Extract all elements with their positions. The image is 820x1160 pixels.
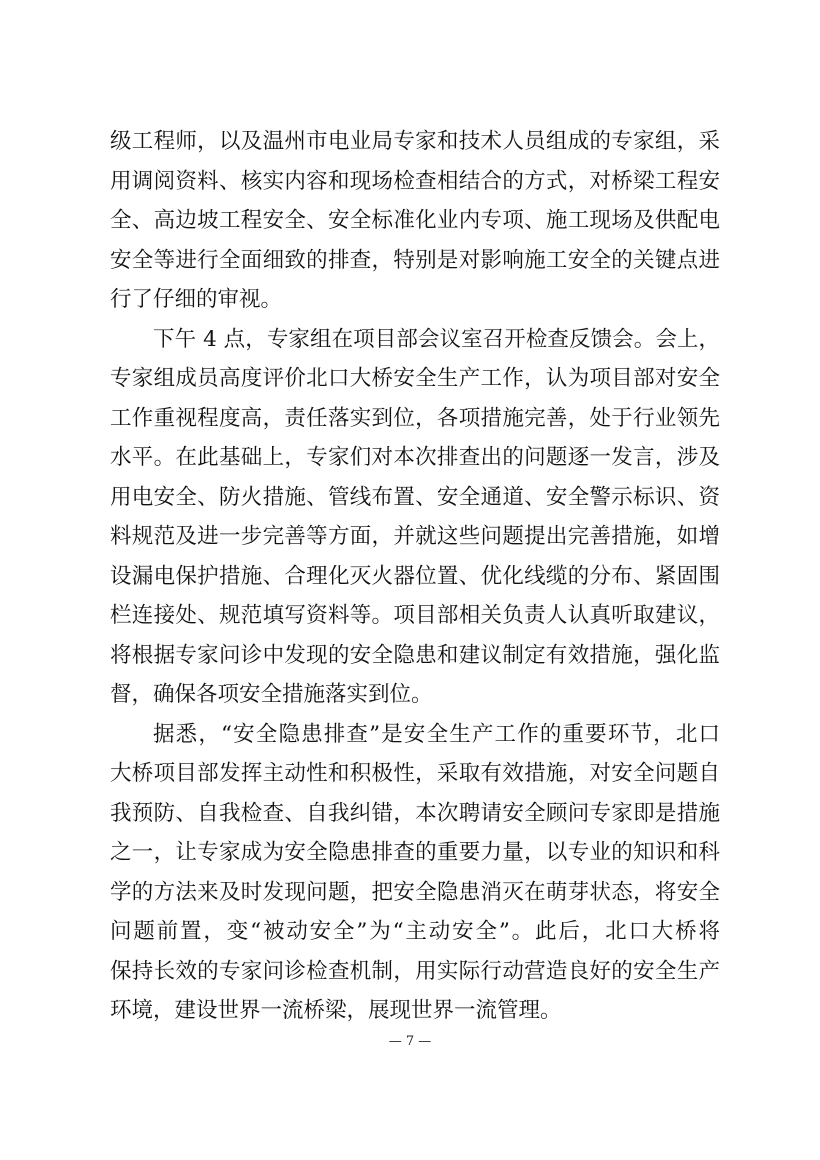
text-line: 据悉，“安全隐患排查”是安全生产工作的重要环节，北口 bbox=[153, 721, 720, 747]
text-line: 环境，建设世界一流桥梁，展现世界一流管理。 bbox=[110, 998, 562, 1023]
text-line: 安全等进行全面细致的排查，特别是对影响施工安全的关键点进 bbox=[110, 247, 720, 273]
text-line: 料规范及进一步完善等方面，并就这些问题提出完善措施，如增 bbox=[110, 524, 720, 549]
text-line: 督，确保各项安全措施落实到位。 bbox=[110, 682, 433, 707]
text-line: 下午 4 点，专家组在项目部会议室召开检查反馈会。会上， bbox=[153, 326, 720, 352]
text-line: 保持长效的专家问诊检查机制，用实际行动营造良好的安全生产 bbox=[110, 958, 720, 984]
text-line: 学的方法来及时发现问题，把安全隐患消灭在萌芽状态，将安全 bbox=[110, 879, 720, 905]
text-line: 级工程师，以及温州市电业局专家和技术人员组成的专家组，采 bbox=[110, 129, 720, 154]
text-line: 专家组成员高度评价北口大桥安全生产工作，认为项目部对安全 bbox=[110, 366, 720, 391]
text-line: 设漏电保护措施、合理化灭火器位置、优化线缆的分布、紧固围 bbox=[110, 563, 720, 589]
text-line: 大桥项目部发挥主动性和积极性，采取有效措施，对安全问题自 bbox=[110, 761, 720, 786]
text-line: 用电安全、防火措施、管线布置、安全通道、安全警示标识、资 bbox=[110, 484, 720, 510]
text-line: 全、高边坡工程安全、安全标准化业内专项、施工现场及供配电 bbox=[110, 208, 720, 233]
text-line: 我预防、自我检查、自我纠错，本次聘请安全顾问专家即是措施 bbox=[110, 800, 720, 826]
body-text bbox=[110, 122, 720, 1031]
text-line: 行了仔细的审视。 bbox=[110, 287, 283, 312]
text-line: 将根据专家问诊中发现的安全隐患和建议制定有效措施，强化监 bbox=[110, 642, 720, 668]
text-line: 栏连接处、规范填写资料等。项目部相关负责人认真听取建议， bbox=[110, 603, 720, 628]
text-line: 水平。在此基础上，专家们对本次排查出的问题逐一发言，涉及 bbox=[110, 445, 720, 470]
text-line: 问题前置，变“被动安全”为“主动安全”。此后，北口大桥将 bbox=[110, 919, 720, 944]
text-line: 之一，让专家成为安全隐患排查的重要力量，以专业的知识和科 bbox=[110, 840, 720, 865]
page-number: — 7 — bbox=[388, 1034, 432, 1049]
text-line: 工作重视程度高，责任落实到位，各项措施完善，处于行业领先 bbox=[110, 405, 720, 431]
text-line: 用调阅资料、核实内容和现场检查相结合的方式，对桥梁工程安 bbox=[110, 168, 720, 194]
